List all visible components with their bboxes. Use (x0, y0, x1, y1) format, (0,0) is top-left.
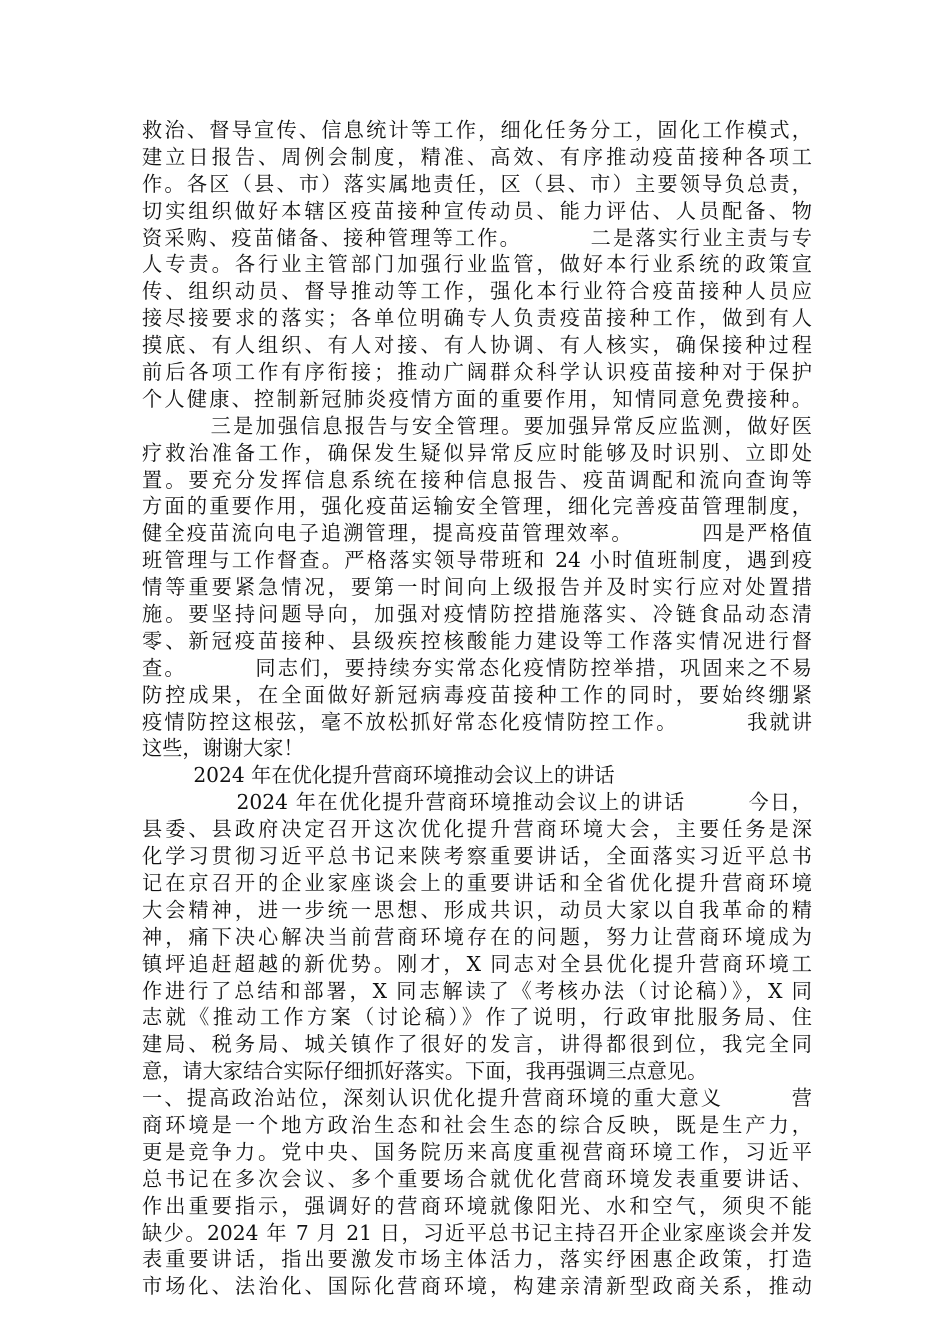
body-text-line: 前后各项工作有序衔接；推动广阔群众科学认识疫苗接种对于保护 (142, 360, 812, 385)
body-text-line: 人专责。各行业主管部门加强行业监管，做好本行业系统的政策宣 (142, 252, 812, 277)
body-text-line: 查。 同志们，要持续夯实常态化疫情防控举措，巩固来之不易 (142, 655, 812, 680)
body-text-line: 建局、税务局、城关镇作了很好的发言，讲得都很到位，我完全同 (142, 1032, 812, 1057)
body-text-line: 资采购、疫苗储备、接种管理等工作。 二是落实行业主责与专 (142, 225, 812, 250)
body-text-line: 更是竞争力。党中央、国务院历来高度重视营商环境工作，习近平 (142, 1139, 812, 1164)
body-text-line: 救治、督导宣传、信息统计等工作，细化任务分工，固化工作模式， (142, 118, 812, 142)
body-text-line: 施。要坚持问题导向，加强对疫情防控措施落实、冷链食品动态清 (142, 602, 812, 627)
body-text-line: 作出重要指示，强调好的营商环境就像阳光、水和空气，须臾不能 (142, 1193, 812, 1218)
body-text-line: 记在京召开的企业家座谈会上的重要讲话和全省优化提升营商环境 (142, 870, 812, 895)
body-text-line: 大会精神，进一步统一思想、形成共识，动员大家以自我革命的精 (142, 897, 812, 922)
body-text-line: 建立日报告、周例会制度，精准、高效、有序推动疫苗接种各项工 (142, 144, 812, 169)
body-text-line: 一、提高政治站位，深刻认识优化提升营商环境的重大意义 营 (142, 1086, 812, 1111)
body-text-line: 2024 年在优化提升营商环境推动会议上的讲话 今日， (142, 790, 812, 815)
body-text-line: 接尽接要求的落实；各单位明确专人负责疫苗接种工作，做到有人 (142, 306, 812, 331)
body-text-line: 情等重要紧急情况，要第一时间向上级报告并及时实行应对处置措 (142, 575, 812, 600)
body-text-line: 疗救治准备工作，确保发生疑似异常反应时能够及时识别、立即处 (142, 440, 812, 465)
body-text-line: 个人健康、控制新冠肺炎疫情方面的重要作用，知情同意免费接种。 (142, 386, 812, 411)
body-text-line: 疫情防控这根弦，毫不放松抓好常态化疫情防控工作。 我就讲 (142, 709, 812, 734)
body-text-line: 传、组织动员、督导推动等工作，强化本行业符合疫苗接种人员应 (142, 279, 812, 304)
body-text-line: 置。要充分发挥信息系统在接种信息报告、疫苗调配和流向查询等 (142, 467, 812, 492)
document-page (142, 117, 812, 1300)
body-text-line: 作进行了总结和部署，X 同志解读了《考核办法（讨论稿）》，X 同 (142, 978, 812, 1003)
body-text-line: 镇坪追赶超越的新优势。刚才，X 同志对全县优化提升营商环境工 (142, 951, 812, 976)
body-text-line: 摸底、有人组织、有人对接、有人协调、有人核实，确保接种过程 (142, 333, 812, 358)
body-text-line: 表重要讲话，指出要激发市场主体活力，落实纾困惠企政策，打造 (142, 1247, 812, 1272)
body-text-line: 化学习贯彻习近平总书记来陕考察重要讲话，全面落实习近平总书 (142, 844, 812, 869)
body-text-line: 防控成果，在全面做好新冠病毒疫苗接种工作的同时，要始终绷紧 (142, 682, 812, 707)
body-text-line: 县委、县政府决定召开这次优化提升营商环境大会，主要任务是深 (142, 817, 812, 842)
body-text-line: 健全疫苗流向电子追溯管理，提高疫苗管理效率。 四是严格值 (142, 521, 812, 546)
body-text-line: 作。各区（县、市）落实属地责任，区（县、市）主要领导负总责， (142, 171, 812, 196)
body-text-line: 市场化、法治化、国际化营商环境，构建亲清新型政商关系，推动 (142, 1274, 812, 1299)
body-text-line: 切实组织做好本辖区疫苗接种宣传动员、能力评估、人员配备、物 (142, 198, 812, 223)
body-text-line: 意，请大家结合实际仔细抓好落实。下面，我再强调三点意见。 (142, 1059, 708, 1084)
body-text-line: 神，痛下决心解决当前营商环境存在的问题，努力让营商环境成为 (142, 924, 812, 949)
body-text-line: 零、新冠疫苗接种、县级疾控核酸能力建设等工作落实情况进行督 (142, 628, 812, 653)
section-title: 2024 年在优化提升营商环境推动会议上的讲话 (142, 763, 615, 788)
body-text-line: 商环境是一个地方政治生态和社会生态的综合反映，既是生产力， (142, 1112, 812, 1137)
body-text-line: 志就《推动工作方案（讨论稿）》作了说明，行政审批服务局、住 (142, 1005, 812, 1030)
body-text-line: 这些，谢谢大家！ (142, 736, 304, 761)
body-text-line: 三是加强信息报告与安全管理。要加强异常反应监测，做好医 (142, 413, 812, 438)
body-text-line: 缺少。2024 年 7 月 21 日，习近平总书记主持召开企业家座谈会并发 (142, 1220, 812, 1245)
body-text-line: 班管理与工作督查。严格落实领导带班和 24 小时值班制度，遇到疫 (142, 548, 812, 573)
body-text-line: 总书记在多次会议、多个重要场合就优化营商环境发表重要讲话、 (142, 1166, 812, 1191)
body-text-line: 方面的重要作用，强化疫苗运输安全管理，细化完善疫苗管理制度， (142, 494, 812, 519)
